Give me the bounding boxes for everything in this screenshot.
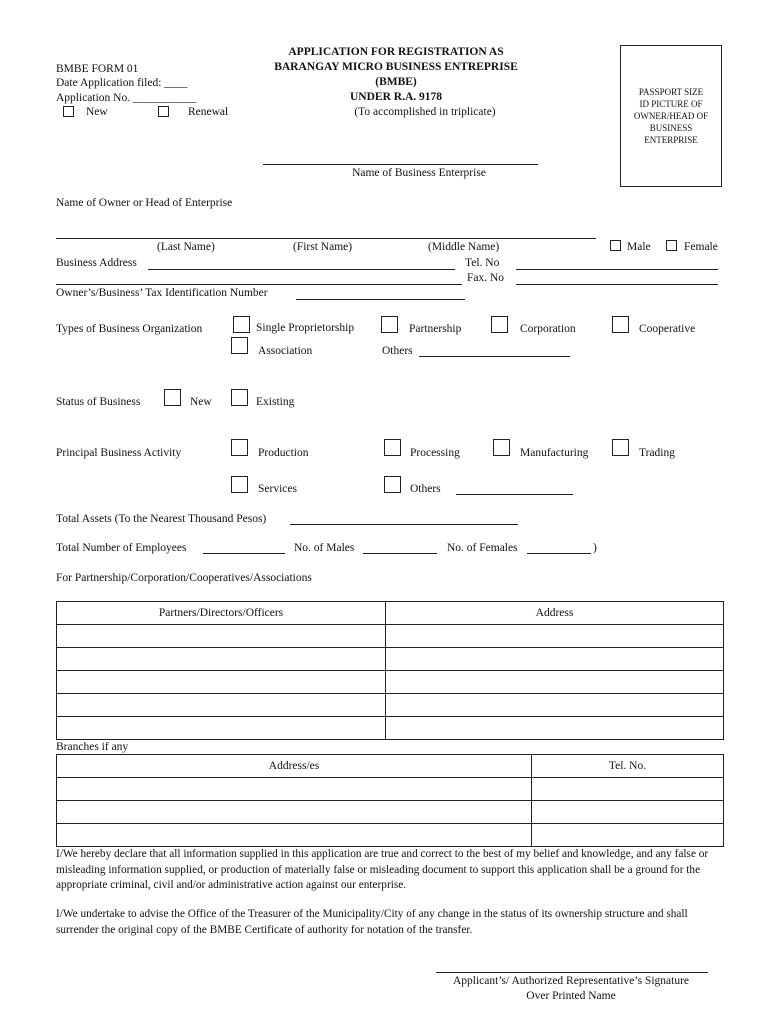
date-filed-label: Date Application filed: ____ bbox=[56, 77, 188, 89]
corporation-checkbox[interactable] bbox=[491, 316, 508, 333]
table-cell[interactable] bbox=[57, 801, 532, 824]
branches-label: Branches if any bbox=[56, 741, 129, 753]
table-row bbox=[57, 801, 724, 824]
business-address-line[interactable] bbox=[148, 269, 455, 270]
renewal-label: Renewal bbox=[188, 106, 229, 118]
application-no-label: Application No. ___________ bbox=[56, 92, 197, 104]
status-existing-label: Existing bbox=[256, 396, 295, 408]
signature-line[interactable] bbox=[436, 972, 708, 973]
cooperative-checkbox[interactable] bbox=[612, 316, 629, 333]
title-line-2: BARANGAY MICRO BUSINESS ENTREPRISE bbox=[274, 61, 518, 73]
first-name-label: (First Name) bbox=[293, 241, 353, 253]
table-row bbox=[57, 694, 724, 717]
business-address-label: Business Address bbox=[56, 257, 137, 269]
activity-others-line[interactable] bbox=[456, 494, 573, 495]
table-cell[interactable] bbox=[386, 694, 724, 717]
passport-photo-box bbox=[620, 45, 722, 187]
table-row bbox=[57, 717, 724, 740]
table-cell[interactable] bbox=[57, 824, 532, 847]
middle-name-label: (Middle Name) bbox=[428, 241, 500, 253]
org-others-label: Others bbox=[382, 345, 413, 357]
business-address-line-2[interactable] bbox=[56, 284, 462, 285]
males-line[interactable] bbox=[363, 553, 437, 554]
table-cell[interactable] bbox=[57, 671, 386, 694]
fax-line[interactable] bbox=[516, 284, 718, 285]
passport-photo-label: PASSPORT SIZE ID PICTURE OF OWNER/HEAD OF BUSINESS ENTERPRISE bbox=[633, 87, 709, 145]
new-label: New bbox=[86, 106, 108, 118]
fax-label: Fax. No bbox=[467, 272, 505, 284]
activity-label: Principal Business Activity bbox=[56, 447, 182, 459]
production-checkbox[interactable] bbox=[231, 439, 248, 456]
status-new-label: New bbox=[190, 396, 212, 408]
table-cell[interactable] bbox=[386, 648, 724, 671]
male-label: Male bbox=[627, 241, 651, 253]
partnership-checkbox[interactable] bbox=[381, 316, 398, 333]
status-label: Status of Business bbox=[56, 396, 141, 408]
partners-section-label: For Partnership/Corporation/Cooperatives/Associations bbox=[56, 572, 312, 584]
partners-column-header: Partners/Directors/Officers bbox=[57, 602, 386, 625]
table-row bbox=[57, 648, 724, 671]
title-note: (To accomplished in triplicate) bbox=[354, 106, 496, 118]
total-employees-line[interactable] bbox=[203, 553, 285, 554]
manufacturing-label: Manufacturing bbox=[520, 447, 589, 459]
processing-label: Processing bbox=[410, 447, 460, 459]
table-cell[interactable] bbox=[532, 801, 724, 824]
table-cell[interactable] bbox=[57, 778, 532, 801]
tin-line[interactable] bbox=[296, 299, 465, 300]
table-cell[interactable] bbox=[386, 671, 724, 694]
association-label: Association bbox=[258, 345, 313, 357]
production-label: Production bbox=[258, 447, 309, 459]
table-row bbox=[57, 671, 724, 694]
male-checkbox[interactable] bbox=[610, 240, 621, 251]
employees-close-paren: ) bbox=[593, 542, 597, 554]
status-new-checkbox[interactable] bbox=[164, 389, 181, 406]
corporation-label: Corporation bbox=[520, 323, 576, 335]
table-row bbox=[57, 755, 724, 778]
declaration-paragraph-1: I/We hereby declare that all information supplied in this application are true and correct to the best of my belief and knowledge, and any false or misleading information supplied, or production of materially false or misleading document to support this application shall be a ground for the appropriate criminal, civil and/or administrative action against our enterprise. bbox=[56, 848, 709, 891]
trading-label: Trading bbox=[639, 447, 675, 459]
partnership-label: Partnership bbox=[409, 323, 462, 335]
last-name-label: (Last Name) bbox=[157, 241, 215, 253]
processing-checkbox[interactable] bbox=[384, 439, 401, 456]
single-proprietorship-label: Single Proprietorship bbox=[256, 322, 355, 334]
males-label: No. of Males bbox=[294, 542, 355, 554]
table-cell[interactable] bbox=[57, 625, 386, 648]
table-cell[interactable] bbox=[57, 648, 386, 671]
table-cell[interactable] bbox=[386, 625, 724, 648]
branches-table bbox=[56, 754, 724, 847]
title-line-1: APPLICATION FOR REGISTRATION AS bbox=[288, 46, 504, 58]
table-row bbox=[57, 778, 724, 801]
total-employees-label: Total Number of Employees bbox=[56, 542, 187, 554]
total-assets-line[interactable] bbox=[290, 524, 518, 525]
table-row bbox=[57, 625, 724, 648]
printed-name-label: Over Printed Name bbox=[526, 990, 616, 1002]
owner-name-line[interactable] bbox=[56, 238, 596, 239]
new-checkbox[interactable] bbox=[63, 106, 74, 117]
business-name-label: Name of Business Enterprise bbox=[352, 167, 486, 179]
tel-label: Tel. No bbox=[465, 257, 500, 269]
renewal-checkbox[interactable] bbox=[158, 106, 169, 117]
signature-label: Applicant’s/ Authorized Representative’s Signature bbox=[452, 975, 689, 987]
partners-address-column-header: Address bbox=[386, 602, 724, 625]
table-cell[interactable] bbox=[532, 824, 724, 847]
trading-checkbox[interactable] bbox=[612, 439, 629, 456]
org-others-line[interactable] bbox=[419, 356, 570, 357]
status-existing-checkbox[interactable] bbox=[231, 389, 248, 406]
total-assets-label: Total Assets (To the Nearest Thousand Pesos) bbox=[56, 513, 267, 525]
partners-table bbox=[56, 601, 724, 740]
female-checkbox[interactable] bbox=[666, 240, 677, 251]
table-cell[interactable] bbox=[57, 717, 386, 740]
single-proprietorship-checkbox[interactable] bbox=[233, 316, 250, 333]
business-name-line[interactable] bbox=[263, 164, 538, 165]
cooperative-label: Cooperative bbox=[639, 323, 696, 335]
tin-label: Owner’s/Business’ Tax Identification Number bbox=[56, 287, 268, 299]
services-label: Services bbox=[258, 483, 297, 495]
females-line[interactable] bbox=[527, 553, 591, 554]
title-line-4: UNDER R.A. 9178 bbox=[350, 91, 442, 103]
table-cell[interactable] bbox=[386, 717, 724, 740]
owner-label: Name of Owner or Head of Enterprise bbox=[56, 197, 233, 209]
table-cell[interactable] bbox=[57, 694, 386, 717]
female-label: Female bbox=[684, 241, 718, 253]
manufacturing-checkbox[interactable] bbox=[493, 439, 510, 456]
table-row bbox=[57, 602, 724, 625]
title-line-3: (BMBE) bbox=[375, 76, 417, 88]
org-types-label: Types of Business Organization bbox=[56, 323, 203, 335]
services-checkbox[interactable] bbox=[231, 476, 248, 493]
declaration-paragraph-2: I/We undertake to advise the Office of the Treasurer of the Municipality/City of any change in the status of its ownership structure and shall surrender the original copy of the BMBE Certificate of authority for notation of the transfer. bbox=[56, 908, 688, 936]
table-cell[interactable] bbox=[532, 778, 724, 801]
activity-others-label: Others bbox=[410, 483, 441, 495]
tel-line[interactable] bbox=[516, 269, 718, 270]
females-label: No. of Females bbox=[447, 542, 518, 554]
form-code: BMBE FORM 01 bbox=[56, 63, 139, 75]
branch-tel-column-header: Tel. No. bbox=[532, 755, 724, 778]
association-checkbox[interactable] bbox=[231, 337, 248, 354]
table-row bbox=[57, 824, 724, 847]
activity-others-checkbox[interactable] bbox=[384, 476, 401, 493]
branch-address-column-header: Address/es bbox=[57, 755, 532, 778]
